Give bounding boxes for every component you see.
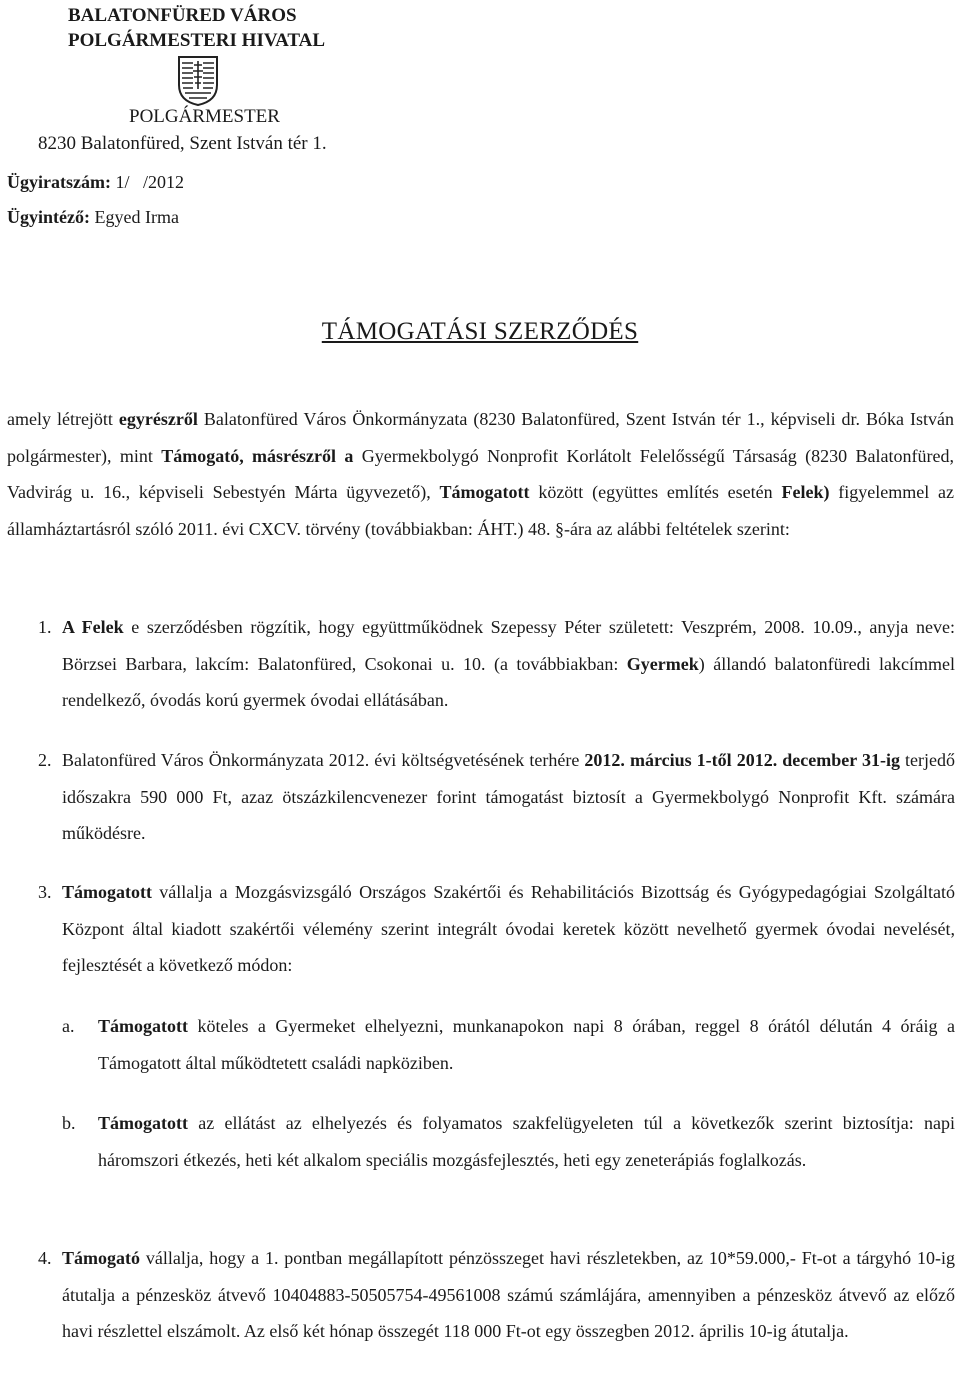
file-number-value: 1/ /2012: [115, 172, 184, 192]
item-1-bold-2: Gyermek: [626, 653, 699, 674]
file-number: [7, 171, 184, 193]
office-name-line2: POLGÁRMESTERI HIVATAL: [68, 30, 326, 51]
intro-bold-1: egyrészről: [118, 409, 198, 429]
intro-text-2: Balatonfüred Város Önkormányzata (8230 Balatonfüred, Szent István tér 1., képviseli dr. Bóka István polgármester), mint: [7, 409, 954, 466]
subitem-a-bold: Támogatott: [98, 1016, 188, 1036]
subitem-letter: b.: [62, 1113, 76, 1133]
item-2-paragraph: [62, 742, 955, 852]
case-handler: [7, 206, 179, 228]
item-3-bold-1: Támogatott: [62, 882, 152, 902]
subitem-a-paragraph: [98, 1008, 955, 1081]
item-1-text-1: e szerződésben rögzítik, hogy együttműködnek Szepessy Péter született: Veszprém, 2008. 10.09., anyja neve: Börzsei Barbara, lakcím: Balatonfüred, Csokonai u. 10. (a továbbiakban:: [62, 617, 955, 674]
item-1-bold-1: A Felek: [62, 617, 124, 637]
item-2-bold-1: 2012. március 1-től 2012. december 31-ig: [584, 750, 900, 770]
intro-bold-4: Felek): [781, 482, 830, 502]
office-address: 8230 Balatonfüred, Szent István tér 1.: [38, 133, 327, 154]
intro-text-5: között (együttes említés esetén: [529, 482, 782, 502]
item-3-text-1: vállalja a Mozgásvizsgáló Országos Szakértői és Rehabilitációs Bizottság és Gyógypedagógiai Szolgáltató Központ által kiadott szakértői vélemény szerint integrált óvodai keretek között nevelhető gyermek óvodai nevelését, fejlesztését a következő módon:: [62, 882, 955, 975]
case-handler-value: Egyed Irma: [94, 207, 179, 227]
subitem-b-text: az ellátást az elhelyezés és folyamatos szakfelügyeleten túl a következők szerint biztosítja: napi háromszori étkezés, heti két alkalom speciális mozgásfejlesztés, heti egy zeneterápiás foglalkozás.: [98, 1113, 955, 1170]
item-number: 3.: [38, 882, 52, 902]
item-number: 2.: [38, 750, 52, 770]
subitem-b-bold: Támogatott: [98, 1113, 188, 1133]
intro-text-6: figyelemmel az államháztartásról szóló 2011. évi CXCV. törvény (továbbiakban: ÁHT.) 48. §-ára az alábbi feltételek szerint:: [7, 482, 955, 539]
intro-bold-2: Támogató, másrészről a: [161, 445, 354, 466]
subitem-letter: a.: [62, 1016, 75, 1036]
item-1-paragraph: [62, 609, 955, 719]
coat-of-arms-icon: [177, 55, 219, 107]
document-title: TÁMOGATÁSI SZERZŐDÉS: [321, 318, 639, 345]
item-number: 1.: [38, 617, 52, 637]
item-number: 4.: [38, 1248, 52, 1268]
item-1-text-2: ) állandó balatonfüredi lakcímmel rendelkező, óvodás korú gyermek óvodai ellátásában.: [62, 653, 955, 710]
item-4-bold-1: Támogató: [62, 1248, 140, 1268]
intro-text-3: Gyermekbolygó Nonprofit Korlátolt Felelősségű Társaság (8230 Balatonfüred, Vadvirág u. 16.: [7, 445, 954, 502]
intro-text-1: amely létrejött: [7, 409, 119, 429]
subitem-a-text: köteles a Gyermeket elhelyezni, munkanapokon napi 8 órában, reggel 8 órától délután 4 óráig a Támogatott által működtetett családi napköziben.: [98, 1016, 955, 1073]
subitem-b-paragraph: [98, 1105, 955, 1178]
file-number-label: Ügyiratszám:: [7, 172, 111, 192]
case-handler-label: Ügyintéző:: [7, 207, 90, 227]
item-4-text-1: vállalja, hogy a 1. pontban megállapított pénzösszeget havi részletekben, az 10*59.000,- Ft-ot a tárgyhó 10-ig átutalja a pénzesköz átvevő 10404883-50505754-49561008 számú számlájára, amennyiben a pénzesköz átvevő az előző havi részlettel elszámolt. Az első két hónap összegét 118 000 Ft-ot egy összegben 2012. április 10-ig átutalja.: [62, 1248, 955, 1341]
intro-bold-3: Támogatott: [439, 482, 530, 502]
mayor-label: POLGÁRMESTER: [129, 106, 280, 127]
office-name-line1: BALATONFÜRED VÁROS: [68, 5, 297, 26]
intro-text-4: , képviseli Sebestyén Márta ügyvezető),: [125, 482, 440, 502]
item-2-text-2: terjedő időszakra 590 000 Ft, azaz ötszázkilencvenezer forint támogatást biztosít a Gyermekbolygó Nonprofit Kft. számára működésre.: [62, 750, 955, 843]
intro-paragraph: [7, 401, 954, 547]
item-2-text-1: Balatonfüred Város Önkormányzata 2012. évi költségvetésének terhére: [62, 750, 585, 770]
item-3-paragraph: [62, 874, 955, 984]
item-4-paragraph: [62, 1240, 955, 1350]
